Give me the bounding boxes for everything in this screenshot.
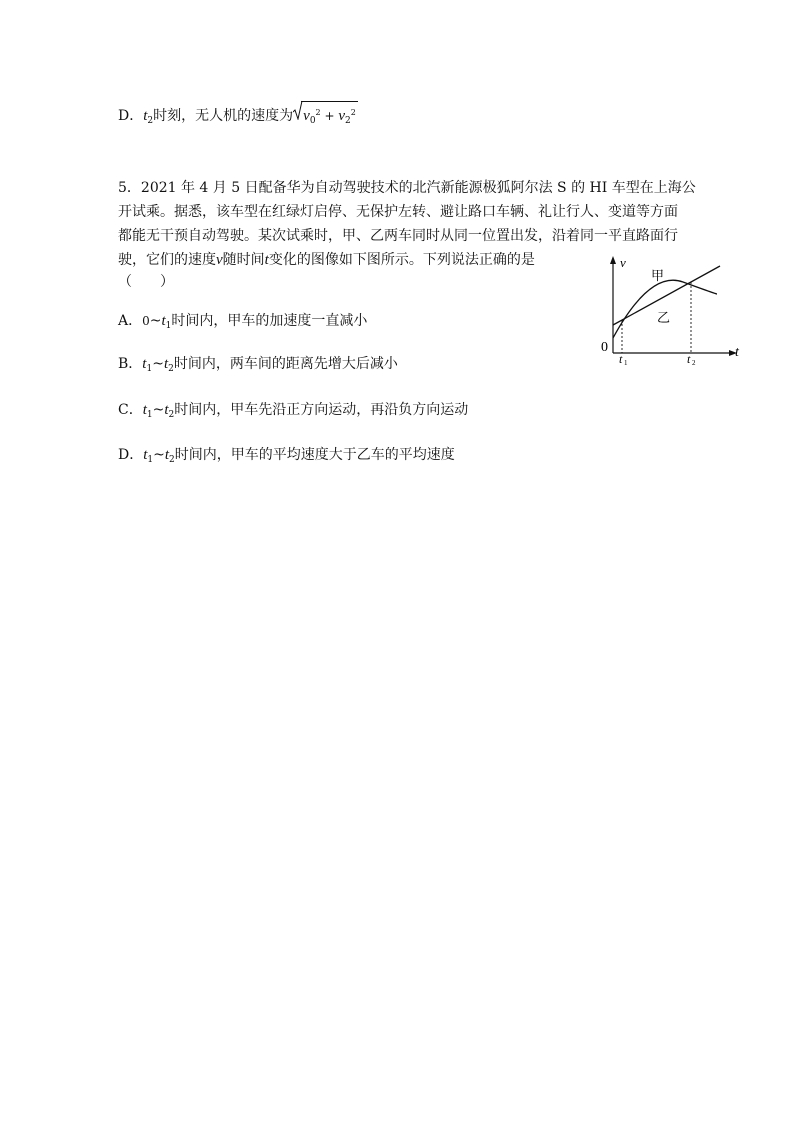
v2-superscript: 2: [350, 108, 356, 117]
range-end-subscript: 2: [169, 455, 175, 465]
curve-yi-label: 乙: [657, 310, 671, 325]
option-text: 时间内，甲车先沿正方向运动，再沿负方向运动: [174, 402, 469, 418]
range-end-subscript: 2: [168, 410, 175, 420]
range-start: t: [143, 447, 148, 463]
curve-jia-label: 甲: [651, 268, 665, 283]
q5-option-a: [118, 310, 367, 337]
range-start: t: [142, 402, 147, 418]
tilde: ~: [152, 356, 164, 372]
q5-stem-line-4: [118, 249, 535, 271]
q4-option-d: [118, 101, 358, 132]
answer-bracket: （ ）: [118, 274, 174, 290]
option-text: 时间内，甲车的平均速度大于乙车的平均速度: [174, 447, 455, 463]
stem-text-c: 变化的图像如下图所示。下列说法正确的是: [268, 252, 535, 268]
tilde: ~: [152, 402, 165, 418]
origin-label: 0: [601, 340, 608, 355]
sqrt-expression: [293, 101, 358, 132]
option-text: 时间内，两车间的距离先增大后减小: [173, 356, 398, 372]
option-label: D．: [118, 108, 144, 124]
option-label: D．: [118, 447, 144, 463]
stem-text-a: 驶，它们的速度: [118, 252, 216, 268]
v0-symbol: v: [303, 108, 310, 124]
y-axis-arrow-icon: [610, 256, 616, 264]
t-symbol: t: [143, 108, 148, 124]
v2-subscript: 2: [345, 116, 351, 126]
tick-t2-label: t: [687, 352, 691, 365]
range-start-subscript: 1: [147, 455, 154, 465]
tick-t1-label: t: [619, 352, 623, 365]
range-start: t: [142, 356, 147, 372]
tilde: ~: [153, 447, 165, 463]
range-end: t: [161, 313, 166, 329]
v0-subscript: 0: [309, 116, 316, 126]
range-start-subscript: 1: [146, 364, 153, 374]
tilde: ~: [149, 313, 162, 329]
option-label: A．: [118, 313, 143, 329]
t-subscript: 2: [147, 116, 154, 126]
range-start-subscript: 1: [146, 410, 153, 420]
v2-symbol: v: [338, 108, 346, 124]
t-symbol: t: [264, 252, 269, 268]
q5-stem-line-1: 5．2021 年 4 月 5 日配备华为自动驾驶技术的北汽新能源极狐阿尔法 S 的 HI 车型在上海公: [118, 180, 696, 196]
v0-superscript: 2: [315, 108, 321, 117]
v-symbol: v: [216, 252, 223, 268]
tick-t1-subscript: 1: [624, 359, 628, 365]
radical-sign-icon: [293, 100, 303, 120]
range-end: t: [164, 447, 170, 463]
range-end-subscript: 2: [168, 364, 174, 374]
range-end: t: [164, 402, 169, 418]
range-end-subscript: 1: [165, 321, 172, 331]
y-axis-label: v: [620, 255, 626, 270]
stem-text-b: 随时间: [222, 252, 265, 268]
option-text: 时间内，甲车的加速度一直减小: [171, 313, 368, 329]
range-end: t: [163, 356, 169, 372]
q5-stem-line-3: 都能无干预自动驾驶。某次试乘时，甲、乙两车同时从同一位置出发，沿着同一平直路面行: [118, 228, 678, 244]
x-axis-label: t: [735, 345, 739, 360]
plus-sign: +: [324, 109, 335, 123]
option-label: C．: [118, 402, 143, 418]
q5-option-d: [118, 444, 455, 471]
option-label: B．: [118, 356, 143, 372]
q5-option-b: [118, 353, 398, 380]
range-start: 0: [142, 314, 150, 328]
q5-option-c: [118, 399, 468, 426]
velocity-time-graph: [595, 250, 745, 365]
q5-stem-line-2: 开试乘。据悉，该车型在红绿灯启停、无保护左转、避让路口车辆、礼让行人、变道等方面: [118, 204, 678, 220]
tick-t2-subscript: 2: [692, 359, 696, 365]
option-text: 时刻，无人机的速度为: [153, 108, 294, 124]
